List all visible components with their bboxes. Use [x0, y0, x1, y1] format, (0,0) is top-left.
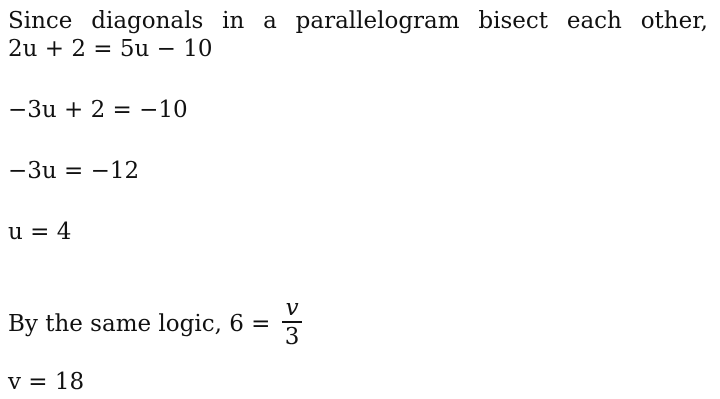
- equation-line-5: v = 18: [8, 369, 85, 395]
- fraction-denominator: 3: [284, 323, 300, 350]
- intro-text: Since diagonals in a parallelogram bisect each other,: [8, 8, 708, 34]
- fraction-v-over-3: [282, 295, 303, 351]
- equation-line-1: 2u + 2 = 5u − 10: [8, 36, 213, 62]
- fraction-numerator: v: [285, 295, 299, 321]
- same-logic-text: By the same logic, 6 =: [8, 310, 271, 337]
- equation-line-2: −3u + 2 = −10: [8, 97, 188, 123]
- equation-line-3: −3u = −12: [8, 158, 140, 184]
- equation-line-4: u = 4: [8, 219, 72, 245]
- same-logic-line: [8, 297, 302, 353]
